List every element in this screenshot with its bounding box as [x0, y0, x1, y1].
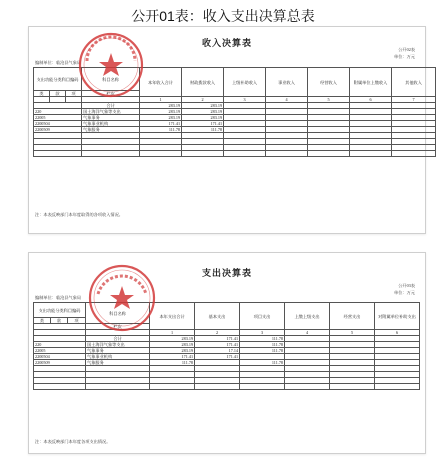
expense-org-value: 临沧县气象局 [55, 295, 82, 300]
expense-h-col2: 基本支出 [195, 303, 240, 330]
income-row4-code: 2200509 [34, 127, 82, 133]
income-h-item: 项 [66, 91, 82, 97]
expense-row1-name: 国土海洋气象等支出 [86, 342, 150, 348]
expense-row0-c2: 171.41 [195, 336, 240, 342]
income-row0-c1: 283.19 [140, 103, 182, 109]
table-row [34, 384, 420, 390]
income-h-col1: 本年收入合计 [140, 68, 182, 97]
expense-org-label: 编制单位： [35, 295, 56, 300]
income-num-2: 2 [182, 97, 224, 103]
expense-row2-c2: 17.14 [195, 348, 240, 354]
income-num-7: 7 [392, 97, 436, 103]
income-unit: 单位：万元 [394, 54, 415, 59]
expense-row1-c2: 171.41 [195, 342, 240, 348]
expense-num-5: 5 [330, 330, 375, 336]
income-form-no: 公开02表 [398, 47, 415, 52]
income-note: 注：本表反映部门本年度取得的各项收入情况。 [35, 212, 123, 217]
income-row2-code: 22005 [34, 115, 82, 121]
expense-h-col4: 上缴上级支出 [285, 303, 330, 330]
income-row2-c2: 283.19 [182, 115, 224, 121]
income-h-col4: 事业收入 [266, 68, 308, 97]
income-h-name: 科目名称 [82, 68, 140, 91]
expense-row4-c3: 111.78 [240, 360, 285, 366]
expense-row3-code: 2200504 [34, 354, 86, 360]
expense-row0-name: 合计 [86, 336, 150, 342]
expense-h-lanci: 栏次 [86, 324, 150, 330]
income-num-3: 3 [224, 97, 266, 103]
income-row1-c2: 283.19 [182, 109, 224, 115]
expense-unit: 单位：万元 [394, 290, 415, 295]
page-title: 公开01表：收入支出决算总表 [131, 8, 315, 24]
income-h-money: 款 [50, 91, 66, 97]
expense-row2-name: 气象事务 [86, 348, 150, 354]
expense-row3-c2: 171.41 [195, 354, 240, 360]
expense-h-code: 支出功能分类科目编码 [34, 303, 86, 318]
expense-row0-c1: 283.19 [150, 336, 195, 342]
income-row3-name: 气象事业机构 [82, 121, 140, 127]
expense-row2-c3: 111.78 [240, 348, 285, 354]
expense-row4-code: 2200509 [34, 360, 86, 366]
income-h-code: 支出功能分类科目编码 [34, 68, 82, 91]
expense-h-col6: 对附属单位补助支出 [375, 303, 420, 330]
expense-title: 支出决算表 [201, 268, 252, 278]
expense-row3-name: 气象事业机构 [86, 354, 150, 360]
income-row2-name: 气象事务 [82, 115, 140, 121]
expense-num-1: 1 [150, 330, 195, 336]
expense-row4-name: 气象服务 [86, 360, 150, 366]
income-h-col2: 财政拨款收入 [182, 68, 224, 97]
income-row1-name: 国土海洋气象等支出 [82, 109, 140, 115]
expense-row3-c1: 171.41 [150, 354, 195, 360]
expense-row1-code: 220 [34, 342, 86, 348]
income-row2-c1: 283.19 [140, 115, 182, 121]
income-row3-c2: 171.41 [182, 121, 224, 127]
expense-row2-c1: 283.19 [150, 348, 195, 354]
expense-h-name: 科目名称 [86, 303, 150, 324]
income-row0-c2: 283.19 [182, 103, 224, 109]
income-row3-c1: 171.41 [140, 121, 182, 127]
income-row1-c1: 283.19 [140, 109, 182, 115]
expense-num-6: 6 [375, 330, 420, 336]
expense-num-2: 2 [195, 330, 240, 336]
official-seal-icon [87, 263, 157, 333]
income-row1-code: 220 [34, 109, 82, 115]
income-title: 收入决算表 [201, 38, 252, 48]
income-row4-c2: 111.78 [182, 127, 224, 133]
income-h-kind: 类 [34, 91, 50, 97]
income-org-label: 编制单位： [35, 60, 56, 65]
table-row [34, 151, 436, 157]
income-h-col3: 上级补助收入 [224, 68, 266, 97]
income-row4-name: 气象服务 [82, 127, 140, 133]
expense-org [35, 295, 81, 300]
income-num-6: 6 [350, 97, 392, 103]
expense-h-money: 款 [51, 318, 68, 324]
expense-note: 注：本表反映部门本年度各项支出情况。 [35, 439, 111, 444]
expense-num-3: 3 [240, 330, 285, 336]
expense-h-item: 项 [68, 318, 86, 324]
income-h-lanci: 栏次 [82, 91, 140, 97]
expense-form-no: 公开03表 [398, 283, 415, 288]
income-h-col5: 经营收入 [308, 68, 350, 97]
expense-row4-c1: 111.78 [150, 360, 195, 366]
official-seal-icon [77, 31, 145, 99]
income-num-1: 1 [140, 97, 182, 103]
expense-h-kind: 类 [34, 318, 51, 324]
income-org [35, 60, 81, 65]
income-org-value: 临沧县气象局 [55, 60, 82, 65]
income-row4-c1: 111.78 [140, 127, 182, 133]
expense-h-col5: 经营支出 [330, 303, 375, 330]
expense-row0-c3: 111.78 [240, 336, 285, 342]
expense-h-col1: 本年支出合计 [150, 303, 195, 330]
expense-num-4: 4 [285, 330, 330, 336]
expense-row1-c1: 283.19 [150, 342, 195, 348]
income-sheet [28, 26, 426, 234]
income-row0-name: 合计 [82, 103, 140, 109]
income-row3-code: 2200504 [34, 121, 82, 127]
income-num-4: 4 [266, 97, 308, 103]
income-num-5: 5 [308, 97, 350, 103]
expense-h-col3: 项目支出 [240, 303, 285, 330]
expense-row1-c3: 111.78 [240, 342, 285, 348]
income-h-col7: 其他收入 [392, 68, 436, 97]
expense-row2-code: 22005 [34, 348, 86, 354]
income-h-col6: 附属单位上缴收入 [350, 68, 392, 97]
expense-sheet [28, 252, 426, 454]
